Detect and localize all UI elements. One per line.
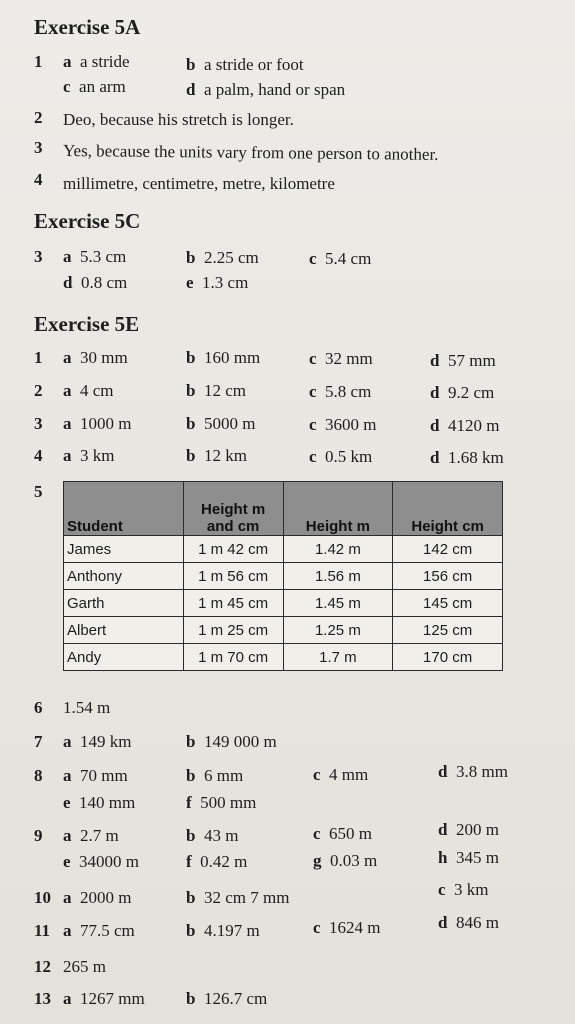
answer-text: 1.54 m [63,698,111,717]
table-row [64,590,503,617]
answer-text: 32 cm 7 mm [203,888,290,907]
answer-text: 6 mm [203,766,244,785]
height-m: 1.42 m [283,536,393,563]
question-number: 1 [34,348,43,367]
question-number: 3 [34,247,43,266]
answer-b [186,55,304,75]
answer-text: 9.2 cm [447,383,495,402]
part-label: c [309,249,317,268]
part-label: c [309,415,317,434]
answer-d [438,820,499,840]
part-label: d [438,762,448,781]
height-m-cm: 1 m 25 cm [183,617,283,644]
answer-b [186,348,260,368]
answer-text: 1.3 cm [202,273,249,292]
question-number: 4 [34,170,43,189]
header-height-cm: Height cm [393,482,503,536]
answer-d [63,273,127,293]
answer-a [63,921,135,941]
part-label: c [313,918,321,937]
student-name: Garth [64,590,184,617]
part-label: a [63,381,72,400]
answer-text: 0.5 km [325,447,373,466]
part-label: a [63,446,72,465]
part-label: b [186,414,196,433]
exercise-5a-heading: Exercise 5A [34,15,141,39]
answer-d [430,448,504,468]
answer-c [309,447,372,467]
answer-text: 5.8 cm [325,382,372,401]
part-label: b [186,248,196,267]
question-number: 3 [34,138,43,157]
part-label: b [186,826,196,845]
part-label: h [438,848,448,867]
answer-text: 265 m [63,957,106,976]
question-number: 8 [34,766,43,785]
part-label: f [186,852,192,871]
answer-text: 2.25 cm [203,248,259,267]
question-number: 13 [34,989,51,1008]
answer-text: a stride or foot [203,55,304,74]
part-label: d [438,913,448,932]
answer-c [313,918,381,938]
header-height-m-and-cm: Height m and cm [183,482,283,536]
part-label: b [186,921,196,940]
answer-a [63,247,126,267]
table-row [64,617,503,644]
answer-c [313,765,368,785]
answer-text: 70 mm [80,766,128,785]
answer-d [438,762,508,782]
height-cm: 125 cm [393,617,503,644]
height-m: 1.25 m [283,617,393,644]
answer-f [186,852,247,872]
part-label: c [438,880,446,899]
table-row [64,536,503,563]
question-number: 6 [34,698,43,717]
answer-h [438,848,499,868]
answer-b [186,921,260,941]
part-label: b [186,989,196,1008]
answer-c [438,880,489,900]
answer-text: 650 m [329,824,373,843]
student-name: Albert [64,617,184,644]
part-label: d [430,416,440,435]
answer-d [430,416,499,436]
header-height-m: Height m [283,482,393,536]
part-label: b [186,55,196,74]
question-number: 2 [34,108,43,127]
height-cm: 156 cm [393,563,503,590]
answer-text: 57 mm [447,351,496,370]
answer-c [309,249,371,269]
answer-text: 3600 m [325,415,377,434]
answer-a [63,381,114,401]
part-label: b [186,381,196,400]
part-label: a [63,247,72,266]
answer-text: 12 km [203,446,247,465]
answer-text: 77.5 cm [80,921,135,940]
part-label: b [186,446,196,465]
part-label: b [186,732,196,751]
answer-text: 1624 m [329,918,381,937]
answer-b [186,381,246,401]
part-label: c [63,77,71,96]
part-label: f [186,793,192,812]
answer-text: 5.3 cm [80,247,127,266]
answer-text: 200 m [455,820,499,839]
answer-text: 149 000 m [203,732,277,751]
question-number: 11 [34,921,51,940]
answer-text: 12 cm [203,381,246,400]
answer-e [63,793,135,813]
part-label: d [430,351,440,370]
answer-f [186,793,256,813]
answer-text: 149 km [80,732,132,751]
answer-text: 3 km [80,446,115,465]
answer-b [186,414,255,434]
answer-a [63,989,145,1009]
answer-text: 1.68 km [447,448,504,467]
answer-c [309,349,373,369]
answer-a [63,732,131,752]
question-number: 9 [34,826,43,845]
question-number: 1 [34,52,43,71]
part-label: b [186,766,196,785]
table-row [64,563,503,590]
exercise-5e-heading: Exercise 5E [34,312,140,336]
answer-c [313,824,372,844]
part-label: b [186,888,196,907]
part-label: d [430,383,440,402]
answer-a [63,52,130,72]
answer-text: Deo, because his stretch is longer. [63,110,294,129]
answer-text: 0.8 cm [80,273,128,292]
answer-text: 4 cm [80,381,114,400]
answer-text: 0.42 m [200,852,248,871]
part-label: d [63,273,73,292]
part-label: c [313,824,321,843]
answer-text: 2.7 m [80,826,119,845]
answer-text: Yes, because the units vary from one person to another. [62,141,439,164]
answer-a [63,826,119,846]
answer-text: 5.4 cm [325,249,372,268]
part-label: a [63,888,72,907]
height-m-cm: 1 m 42 cm [183,536,283,563]
answer-text: 1267 mm [80,989,145,1008]
answer-a [63,446,114,466]
answer-d [438,913,499,933]
part-label: e [63,793,71,812]
part-label: a [63,826,72,845]
answer-text: a palm, hand or span [203,80,346,99]
answer-text: 43 m [203,826,239,845]
question-number: 12 [34,957,51,976]
answer-text: 5000 m [203,414,256,433]
answer-text: 846 m [455,913,499,932]
answer-b [186,766,243,786]
header-student: Student [64,482,184,536]
answer-text: 34000 m [79,852,140,871]
part-label: a [63,414,72,433]
question-number: 4 [34,446,43,465]
answer-a [63,348,128,368]
answer-text: 4.197 m [203,921,260,940]
question-number: 3 [34,414,43,433]
answer-b [186,888,289,908]
student-name: Andy [64,644,184,671]
part-label: d [438,820,448,839]
height-m-cm: 1 m 45 cm [183,590,283,617]
question-number: 2 [34,381,43,400]
answer-text: 30 mm [80,348,128,367]
answer-b [186,732,277,752]
answer-text: 4120 m [447,416,500,435]
part-label: d [186,80,196,99]
student-name: Anthony [64,563,184,590]
height-conversion-table [63,481,503,671]
answer-text: 140 mm [79,793,136,812]
exercise-5c-heading: Exercise 5C [34,209,141,233]
height-cm: 145 cm [393,590,503,617]
height-cm: 170 cm [393,644,503,671]
answer-b [186,446,247,466]
height-m: 1.56 m [283,563,393,590]
answer-a [63,766,128,786]
part-label: a [63,732,72,751]
part-label: a [63,989,72,1008]
height-m: 1.7 m [283,644,393,671]
answer-text: 345 m [455,848,499,867]
answer-c [309,382,371,402]
part-label: a [63,921,72,940]
answer-d [430,383,494,403]
answer-c [309,415,377,435]
part-label: e [63,852,71,871]
answer-text: 2000 m [80,888,132,907]
part-label: c [309,349,317,368]
height-m-cm: 1 m 56 cm [183,563,283,590]
table-row [64,644,503,671]
part-label: c [309,382,317,401]
answer-e [63,852,139,872]
answer-text: 0.03 m [330,851,378,870]
answer-c [63,77,126,97]
answer-text: 1000 m [80,414,132,433]
part-label: c [313,765,321,784]
part-label: d [430,448,440,467]
answer-text: 32 mm [325,349,373,368]
height-cm: 142 cm [393,536,503,563]
part-label: a [63,766,72,785]
answer-text: 160 mm [203,348,261,367]
question-number: 7 [34,732,43,751]
answer-b [186,826,238,846]
answer-text: millimetre, centimetre, metre, kilometre [63,174,335,193]
part-label: a [63,52,72,71]
student-name: James [64,536,184,563]
answer-text: 4 mm [329,765,369,784]
part-label: b [186,348,196,367]
answer-text: 3 km [454,880,489,899]
answer-b [186,989,267,1009]
answer-a [63,888,131,908]
answer-g [313,851,377,871]
height-m: 1.45 m [283,590,393,617]
answer-text: 3.8 mm [455,762,508,781]
part-label: g [313,851,322,870]
part-label: a [63,348,72,367]
part-label: e [186,273,194,292]
answer-a [63,414,131,434]
answer-text: 126.7 cm [203,989,268,1008]
answer-d [186,80,345,100]
question-number: 5 [34,482,43,501]
answer-text: an arm [79,77,126,96]
height-m-cm: 1 m 70 cm [183,644,283,671]
question-number: 10 [34,888,51,907]
part-label: c [309,447,317,466]
answer-d [430,351,496,371]
answer-b [186,248,259,268]
answer-e [186,273,248,293]
answer-text: 500 mm [200,793,257,812]
answer-text: a stride [80,52,130,71]
